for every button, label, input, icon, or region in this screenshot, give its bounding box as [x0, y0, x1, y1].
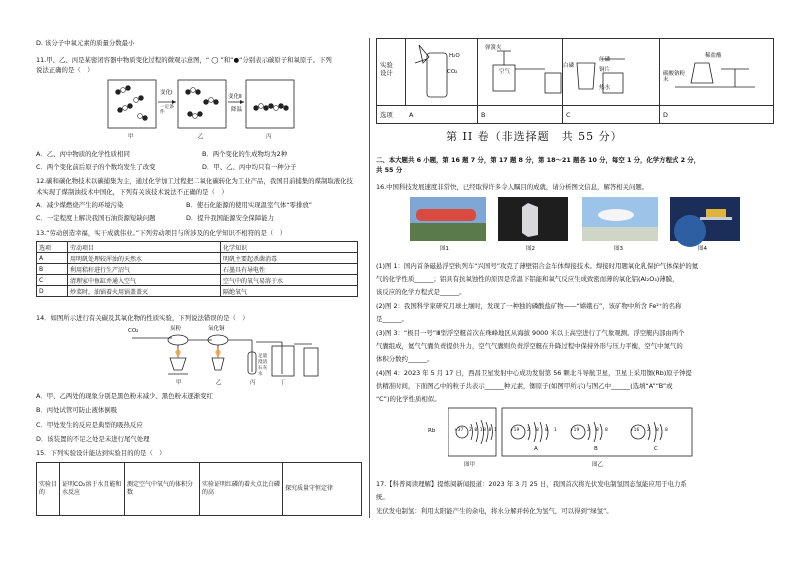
table-cell: 实验证明红磷的着火点比白磷的高 — [200, 463, 283, 516]
part2-instructions: 二、本大题共 6 小题，第 16 题 7 分，第 17 题 8 分，第 18～21 题各 10 分，每空 1 分，化学方程式 2 分， — [376, 156, 701, 164]
table-row — [37, 463, 362, 516]
design-label: 实验设计 — [380, 61, 393, 77]
q16-3-line1: (3)图 3：“极目一号”Ⅲ型浮空艇首次在珠峰地区从海拔 9000 米以上高空进行了气象观测。浮空艇内部由两个 — [376, 329, 685, 337]
table-header: 化学知识 — [221, 242, 358, 253]
table-header: 劳动项目 — [68, 242, 221, 253]
rb-shells: 2 8 18 8 1 — [469, 428, 498, 433]
table-row — [37, 253, 358, 264]
q15-design-table — [376, 38, 774, 124]
q17-stem-3: 光伏发电制氢：利用太阳能产生的余电，将水分解并转化为氢气，可以得到“绿氢”。 — [376, 507, 613, 515]
q14-option-d: D．该装置的不足之处是未进行尾气处理 — [36, 435, 150, 443]
table-cell: 证明CO₂溶于水且能和水反应 — [60, 463, 125, 516]
design-label-cell — [377, 39, 406, 105]
table-row — [37, 275, 358, 286]
fig14-jia: 甲 — [176, 380, 182, 386]
tan-fen-label: 炭粉 — [170, 326, 182, 332]
fig-yi-caption: 图乙 — [592, 462, 604, 468]
fig11-jia: 甲 — [128, 134, 134, 140]
table-cell: B — [37, 264, 68, 275]
co2-label: CO₂ — [128, 328, 139, 334]
table-header: 选项 — [37, 242, 68, 253]
q16-2-line1: (2)图 2：我国科学家研究月球土壤时，发现了一种独的磷酸盐矿物——“嫦娥石”，该矿物中所含 Fe²⁺的名称 — [376, 302, 682, 310]
atom-structure-figure — [428, 406, 698, 472]
table-cell: C — [37, 275, 68, 286]
table-cell: 清理家中鱼缸并通入空气 — [68, 275, 221, 286]
atom-a-letter: A — [534, 446, 538, 452]
fig11-yi: 乙 — [198, 134, 204, 140]
b-shells: 2 8 8 — [587, 428, 611, 433]
q16-1-line3: 该反应的化学方程式是______。 — [376, 288, 466, 296]
fig2-caption: 图2 — [526, 246, 535, 252]
lime-water-label: 足量澄清石灰水 — [258, 354, 268, 377]
q12-stem-2: 术实现了煤制油技术中国化，下列有关该技术说法不正确的是（ ） — [36, 188, 228, 196]
fig14-yi: 乙 — [216, 380, 222, 386]
table-cell: 石墨具有导电性 — [221, 264, 358, 275]
table-header-row — [37, 242, 358, 253]
table-row-label: 实验目的 — [37, 463, 60, 516]
fig3-caption: 图3 — [614, 246, 623, 252]
b-air-label: 空气 — [499, 69, 511, 75]
q11-option-d: D．甲、乙、丙中均只有一种分子 — [202, 163, 297, 171]
q13-table — [36, 241, 358, 297]
option-label: 选项 — [380, 111, 393, 119]
q14-option-c: C．甲处发生的反应是典型的吸热反应 — [36, 421, 143, 429]
rb-core: +37 — [454, 428, 464, 433]
c-red-label: 红磷 — [599, 57, 611, 63]
q15-stem: 15．下列实验设计能达到实验目的的是（ ） — [36, 449, 166, 457]
left-column — [36, 0, 362, 562]
option-c: C — [566, 111, 571, 119]
options-row-border — [377, 105, 773, 106]
q12-option-c: C．一定程度上解决我国石油资源短缺问题 — [36, 214, 156, 222]
option-d-q10: D. 该分子中氧元素的质量分数最小 — [36, 39, 135, 47]
q14-option-b: B．丙处试管可防止液体倒吸 — [36, 406, 118, 414]
q11-option-a: A．乙、丙中物质的化学性质相同 — [36, 150, 130, 158]
q12-option-a: A．减少煤燃烧产生的环境污染 — [36, 201, 124, 209]
c-copper-label: 铜片 — [599, 67, 611, 73]
part2-instructions-2: 共 55 分 — [376, 166, 403, 174]
fig4-caption: 图4 — [698, 246, 707, 252]
fig-jia-caption: 图甲 — [464, 462, 476, 468]
fig14-bing: 丙 — [250, 380, 256, 386]
a-shells: 2 8 8 1 — [527, 428, 560, 433]
c-white-label: 白磷 — [563, 63, 575, 69]
table-cell: 炒菜时，油锅着火用锅盖盖灭 — [68, 286, 221, 297]
q14-option-a: A．甲、乙两处的现象分别是黑色粉末减少、黑色粉末逐渐变红 — [36, 392, 213, 400]
table-cell: 探究质量守恒定律 — [283, 463, 362, 516]
table-cell: 明矾主要起杀菌消毒 — [221, 253, 358, 264]
q12-option-d: D．提升我国能源安全保障能力 — [186, 214, 274, 222]
q11-option-b: B．两个变化的生成物均为2种 — [202, 150, 288, 158]
fig11-bing: 丙 — [266, 134, 272, 140]
table-cell: 隔绝氧气 — [221, 286, 358, 297]
q16-3-line3: 体积分数约______。 — [376, 355, 434, 363]
q17-stem-2: 统。 — [376, 493, 389, 501]
rb-symbol: Rb — [428, 428, 436, 434]
a-core: +19 — [510, 428, 520, 433]
table-row — [37, 264, 358, 275]
cond1-label: 一定条件 — [160, 105, 174, 115]
apparatus-drawings — [405, 39, 773, 105]
q16-4-line2: 供精准时间，下面图乙中的粒子共表示______种元素，铷原子(如图甲所示)与图乙中______(选填“A”“B”或 — [376, 382, 673, 390]
q17-stem: 17.【科普阅读理解】提炼阅新闻报道：2023 年 3 月 25 日，我国首次将光伏发电制氢固态氢能应用于电力系 — [376, 480, 687, 488]
d-hcl-label: 稀盐酸 — [705, 53, 722, 59]
atom-c-letter: C — [654, 446, 658, 452]
d-na2co3-label: 碳酸钠粉末 — [663, 71, 686, 83]
q16-stem: 16.中国科技发展速度非常快，已经取得许多令人瞩目的成就，请分析图文信息，解答相关问题。 — [376, 183, 649, 191]
table-cell: 测定空气中氧气的体积分数 — [125, 463, 200, 516]
q16-1-line2: 气的化学性质______；铝具有抗氧蚀性的原因是常温下铝能和氧气反应生成致密而薄的氧化铝(Al₂O₃)薄膜， — [376, 275, 679, 283]
option-a: A — [409, 111, 414, 119]
right-column — [376, 0, 772, 562]
q11-stem-2: 说法正确的是（ ） — [36, 66, 94, 74]
q12-stem: 12.碳和碳化物技术以碳捕集为主，通过化学加工过程把二氧化碳转化为工业产品，我国目前捕集的煤制取液化技 — [36, 177, 353, 185]
q16-4-line1: (4)图 4：2023 年 5 月 17 日，西昌卫星发射中心成功发射第 56 颗北斗导航卫星，卫星上采用铷(Rb)原子钟提 — [376, 369, 692, 377]
a-h2o-label: H₂O — [449, 53, 460, 59]
q15-table — [36, 462, 362, 516]
option-b: B — [481, 111, 486, 119]
q11-option-c: C．两个变化前后原子的个数均发生了改变 — [36, 163, 156, 171]
table-cell: 用明矾处理较浑浊的天然水 — [68, 253, 221, 264]
q14-stem: 14．如图所示进行有关碳及其氧化物的性质实验，下列说法错误的是（ ） — [36, 314, 249, 322]
c-hot-label: 热水 — [599, 85, 611, 91]
table-cell: A — [37, 253, 68, 264]
table-cell: 空气中的氧气易溶于水 — [221, 275, 358, 286]
q16-3-line2: 气囊组成，氦气气囊负责提供升力，空气气囊则负责浮空艇在升降过程中保持外形与压力平衡，空气中氮气的 — [376, 342, 683, 350]
fig1-caption: 图1 — [440, 246, 449, 252]
section-title: 第 II 卷（非选择题 共 55 分） — [446, 130, 623, 143]
q14-apparatus-figure — [122, 324, 322, 386]
table-cell: 利用秸秆进行生产沼气 — [68, 264, 221, 275]
change1-label: 变化Ⅰ — [160, 90, 173, 96]
column-divider — [369, 38, 370, 518]
q16-4-line3: “C”)的化学性质相似。 — [376, 395, 441, 403]
c-shells: 2 8 8 — [647, 428, 671, 433]
atom-b-letter: B — [594, 446, 598, 452]
c-core: +16 — [630, 428, 640, 433]
b-core: +19 — [570, 428, 580, 433]
b-clamp-label: 弹簧夹 — [485, 45, 502, 51]
table-row — [37, 286, 358, 297]
q16-1-line1: (1)图 1：国内首条磁悬浮空轨列车“兴国号”攻克了薄壁铝合金车体焊接技术。焊接时用题氧化乳保护气体保护的氦 — [376, 262, 699, 270]
q11-figure — [106, 78, 296, 148]
q16-photos — [410, 197, 740, 253]
table-cell: D — [37, 286, 68, 297]
q13-stem: 13.“劳动创造幸福，实干成就伟业。”下列劳动项目与所涉及的化学知识不相符的是（ ） — [36, 229, 287, 237]
q16-2-line2: 是______。 — [376, 315, 408, 323]
fig14-ding: 丁 — [280, 380, 286, 386]
option-d: D — [663, 111, 668, 119]
a-co2-label: CO₂ — [447, 69, 458, 75]
q12-option-b: B．使石化能源的使用实现温室气体“零排放” — [186, 201, 313, 209]
q11-stem: 11.甲、乙、丙是某密闭容器中物质变化过程的微观示意图，“ ◯ ”和“●”分别表示碳原子和氧原子。下列 — [36, 56, 332, 64]
cuo-label: 氧化铜 — [208, 326, 225, 332]
change2-label: 变化Ⅱ — [228, 94, 242, 100]
cond2-label: 降温 — [231, 107, 243, 113]
